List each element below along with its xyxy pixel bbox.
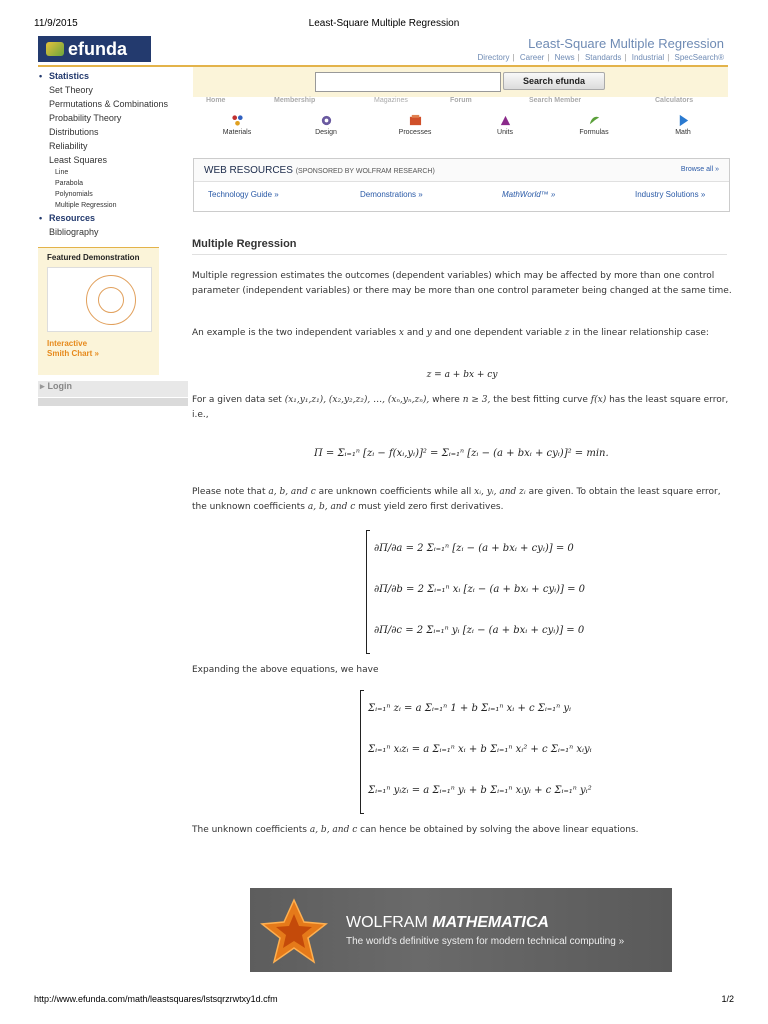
- tab-forum[interactable]: Forum: [450, 97, 472, 104]
- print-title: Least-Square Multiple Regression: [308, 18, 460, 29]
- web-resources-heading: WEB RESOURCES: [204, 165, 293, 176]
- link-demonstrations[interactable]: Demonstrations »: [360, 190, 423, 199]
- article-heading: Multiple Regression: [192, 238, 297, 250]
- link-standards[interactable]: Standards: [584, 53, 622, 62]
- mathematica-spikey-icon: [258, 896, 330, 968]
- p3-text-a: For a given data set: [192, 395, 282, 405]
- design-icon: [320, 114, 333, 127]
- design-label: Design: [315, 129, 337, 136]
- sidebar-item-distributions[interactable]: Distributions: [49, 127, 99, 137]
- search-button[interactable]: Search efunda: [503, 72, 605, 90]
- tab-magazines[interactable]: Magazines: [374, 97, 408, 104]
- link-industry-solutions[interactable]: Industry Solutions »: [635, 190, 706, 199]
- equation-expanded-1: Σᵢ₌₁ⁿ zᵢ = a Σᵢ₌₁ⁿ 1 + b Σᵢ₌₁ⁿ xᵢ + c Σᵢ₌₁ⁿ yᵢ: [368, 703, 572, 714]
- p3-function: f(x): [590, 395, 607, 405]
- p4-text-d: must yield zero first derivatives.: [358, 502, 504, 512]
- wolfram-mathematica-banner[interactable]: [250, 888, 672, 972]
- sidebar-item-bibliography[interactable]: Bibliography: [49, 227, 99, 237]
- featured-title: Featured Demonstration: [47, 253, 140, 262]
- p3-text-c: the best fitting curve: [493, 395, 588, 405]
- featured-caption-line1: Interactive: [47, 339, 88, 348]
- units-icon: [499, 114, 512, 127]
- p4-coefficients-2: a, b, and c: [307, 502, 356, 512]
- top-nav-tabs: [193, 97, 728, 107]
- var-y: y: [426, 328, 432, 338]
- print-page-number: 1/2: [721, 994, 734, 1004]
- p4-coefficients: a, b, and c: [268, 487, 316, 497]
- category-materials[interactable]: [207, 114, 267, 136]
- paragraph-intro: Multiple regression estimates the outcomes (dependent variables) which may be affected by more than one control parameter (independent variables) or there may be more than one control parameter being changed at the same time.: [192, 271, 732, 296]
- paragraph-conclusion: [192, 823, 732, 838]
- p6-coefficients: a, b, and c: [309, 825, 358, 835]
- web-resources-title: [204, 165, 435, 176]
- sidebar-item-probability[interactable]: Probability Theory: [49, 113, 122, 123]
- link-industrial[interactable]: Industrial: [631, 53, 665, 62]
- link-directory[interactable]: Directory: [477, 53, 510, 62]
- login-link[interactable]: [38, 381, 188, 397]
- math-icon: [677, 114, 690, 127]
- banner-brand: WOLFRAM: [346, 914, 428, 931]
- paragraph-dataset: [192, 393, 732, 423]
- login-arrow-icon: ▸: [40, 381, 45, 391]
- sidebar-subitem-polynomials[interactable]: Polynomials: [55, 191, 93, 198]
- p3-condition: n ≥ 3,: [462, 395, 491, 405]
- tab-home[interactable]: Home: [206, 97, 226, 104]
- smith-chart-thumbnail[interactable]: [47, 267, 152, 332]
- efunda-logo[interactable]: [38, 36, 151, 62]
- category-design[interactable]: [296, 114, 356, 136]
- equation-expanded-2: Σᵢ₌₁ⁿ xᵢzᵢ = a Σᵢ₌₁ⁿ xᵢ + b Σᵢ₌₁ⁿ xᵢ² + c Σᵢ₌₁ⁿ xᵢyᵢ: [368, 744, 592, 755]
- p2-text-d: in the linear relationship case:: [572, 328, 709, 338]
- p2-text-a: An example is the two independent variables: [192, 328, 397, 338]
- link-news[interactable]: News: [554, 53, 575, 62]
- banner-title: [346, 914, 549, 932]
- web-resources-panel: [193, 158, 730, 212]
- equation-expanded-3: Σᵢ₌₁ⁿ yᵢzᵢ = a Σᵢ₌₁ⁿ yᵢ + b Σᵢ₌₁ⁿ xᵢyᵢ + c Σᵢ₌₁ⁿ yᵢ²: [368, 785, 592, 796]
- equation-linear: z = a + bx + cy: [426, 370, 498, 380]
- var-x: x: [398, 328, 404, 338]
- logo-text: efunda: [68, 38, 128, 59]
- heading-rule: [192, 254, 727, 255]
- link-technology-guide[interactable]: Technology Guide »: [208, 190, 279, 199]
- p6-text-b: can hence be obtained by solving the above linear equations.: [360, 825, 639, 835]
- materials-label: Materials: [222, 129, 252, 136]
- var-z: z: [564, 328, 570, 338]
- link-specsearch[interactable]: SpecSearch®: [674, 53, 724, 62]
- p4-text-b: are unknown coefficients while all: [318, 487, 472, 497]
- tab-search-member[interactable]: Search Member: [529, 97, 582, 104]
- sidebar-item-least-squares[interactable]: Least Squares: [49, 155, 108, 165]
- p3-dataset: (x₁,y₁,z₁), (x₂,y₂,z₂), …, (xₙ,yₙ,zₙ),: [284, 395, 430, 405]
- web-resources-sponsor: (SPONSORED BY WOLFRAM RESEARCH): [295, 168, 435, 175]
- paragraph-example: [192, 326, 732, 341]
- processes-icon: [409, 114, 422, 127]
- formulas-icon: [588, 114, 601, 127]
- category-math[interactable]: [653, 114, 713, 136]
- p4-text-c: are given. To obtain the least square error, the unknown coefficients: [192, 487, 721, 512]
- print-date: 11/9/2015: [34, 18, 78, 29]
- sidebar-item-permutations[interactable]: Permutations & Combinations: [49, 99, 169, 109]
- featured-demonstration[interactable]: [38, 247, 159, 375]
- math-label: Math: [675, 129, 691, 136]
- featured-caption[interactable]: [47, 339, 99, 359]
- browse-all-link[interactable]: Browse all »: [680, 166, 719, 173]
- category-processes[interactable]: [385, 114, 445, 136]
- category-icons: [193, 114, 728, 144]
- equation-least-square-error: Π = Σᵢ₌₁ⁿ [zᵢ − f(xᵢ,yᵢ)]² = Σᵢ₌₁ⁿ [zᵢ − (a + bxᵢ + cyᵢ)]² = min.: [314, 448, 609, 459]
- sidebar-subitem-line[interactable]: Line: [55, 169, 69, 176]
- p2-text-c: and one dependent variable: [434, 328, 562, 338]
- top-links: Directory | Career | News | Standards | Industrial | SpecSearch®: [477, 53, 724, 62]
- sidebar-item-set-theory[interactable]: Set Theory: [49, 85, 93, 95]
- sidebar-section-statistics[interactable]: • Statistics: [38, 69, 188, 83]
- featured-caption-line2: Smith Chart »: [47, 349, 100, 358]
- p4-text-a: Please note that: [192, 487, 266, 497]
- p3-text-b: where: [432, 395, 460, 405]
- sidebar-item-reliability[interactable]: Reliability: [49, 141, 88, 151]
- search-input[interactable]: [315, 72, 501, 92]
- units-label: Units: [497, 129, 513, 136]
- p6-text-a: The unknown coefficients: [192, 825, 307, 835]
- tab-calculators[interactable]: Calculators: [655, 97, 694, 104]
- page-title: Least-Square Multiple Regression: [528, 36, 724, 51]
- sidebar-subitem-parabola[interactable]: Parabola: [55, 180, 84, 187]
- link-mathworld[interactable]: MathWorld™ »: [502, 190, 556, 199]
- equation-dpi-dc: ∂Π/∂c = 2 Σᵢ₌₁ⁿ yᵢ [zᵢ − (a + bxᵢ + cyᵢ)] = 0: [374, 625, 585, 636]
- link-career[interactable]: Career: [519, 53, 545, 62]
- paragraph-unknowns: [192, 485, 732, 515]
- smith-chart-inner-circle: [98, 287, 124, 313]
- banner-tagline: The world's definitive system for modern technical computing »: [346, 936, 625, 947]
- processes-label: Processes: [398, 129, 432, 136]
- materials-icon: [231, 114, 244, 127]
- tab-membership[interactable]: Membership: [274, 97, 316, 104]
- paragraph-expanding: Expanding the above equations, we have: [192, 665, 379, 675]
- sidebar-subitem-multiple-regression[interactable]: Multiple Regression: [55, 202, 117, 209]
- equation-dpi-db: ∂Π/∂b = 2 Σᵢ₌₁ⁿ xᵢ [zᵢ − (a + bxᵢ + cyᵢ)] = 0: [374, 584, 586, 595]
- login-label: Login: [47, 381, 73, 391]
- p4-givens: xᵢ, yᵢ, and zᵢ: [474, 487, 526, 497]
- print-url: http://www.efunda.com/math/leastsquares/lstsqrzrwtxy1d.cfm: [34, 994, 278, 1004]
- category-formulas[interactable]: [564, 114, 624, 136]
- login-bar: [38, 398, 188, 406]
- formulas-label: Formulas: [579, 129, 609, 136]
- p3-text-d: has the least square error, i.e.,: [192, 395, 729, 420]
- sidebar-section-resources[interactable]: • Resources: [38, 211, 188, 225]
- derivative-brace: [366, 530, 370, 654]
- expansion-brace: [360, 690, 364, 814]
- banner-product: MATHEMATICA: [432, 914, 549, 931]
- category-units[interactable]: [475, 114, 535, 136]
- logo-mark-icon: [46, 42, 64, 56]
- equation-dpi-da: ∂Π/∂a = 2 Σᵢ₌₁ⁿ [zᵢ − (a + bxᵢ + cyᵢ)] = 0: [374, 543, 574, 554]
- p2-text-b: and: [406, 328, 424, 338]
